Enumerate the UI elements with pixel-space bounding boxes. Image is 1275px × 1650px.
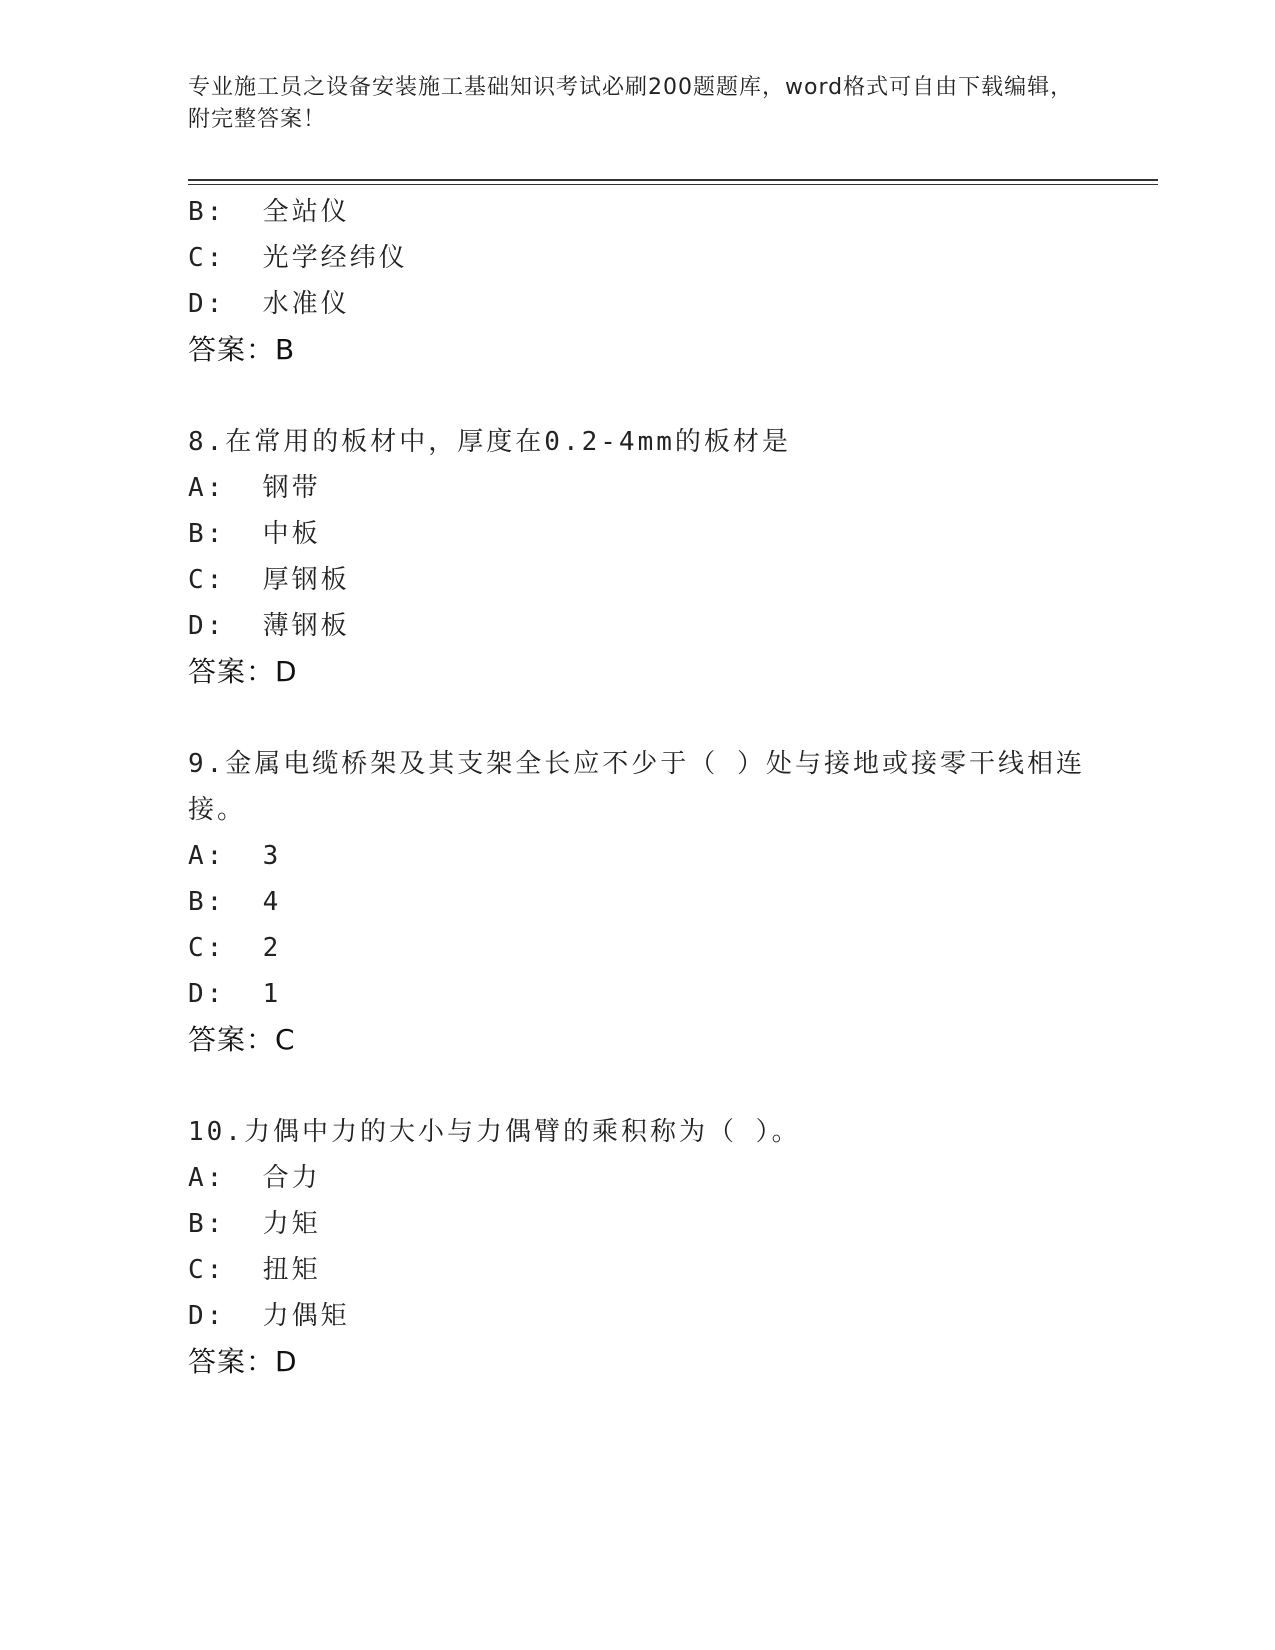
option-a: A: 3 <box>188 841 282 871</box>
option-d: D: 薄钢板 <box>188 611 350 641</box>
answer: 答案：D <box>188 655 298 688</box>
question-block-9 <box>188 741 1088 1063</box>
question-text: 8.在常用的板材中，厚度在0.2-4mm的板材是 <box>188 427 791 457</box>
option-a: A: 钢带 <box>188 473 321 503</box>
question-list <box>188 189 1088 1385</box>
question-text: 10.力偶中力的大小与力偶臂的乘积称为（ ）。 <box>188 1117 801 1147</box>
spacer <box>188 695 1088 741</box>
question-block-8 <box>188 419 1088 695</box>
question-text: 9.金属电缆桥架及其支架全长应不少于（ ）处与接地或接零干线相连接。 <box>188 749 1085 825</box>
option-b: B: 4 <box>188 887 282 917</box>
option-c: C: 扭矩 <box>188 1255 321 1285</box>
option-c: C: 厚钢板 <box>188 565 350 595</box>
option-b: B: 力矩 <box>188 1209 321 1239</box>
option-b: B: 中板 <box>188 519 321 549</box>
option-c: C: 光学经纬仪 <box>188 243 408 273</box>
spacer <box>188 373 1088 419</box>
answer: 答案：C <box>188 1023 296 1056</box>
question-block-partial <box>188 189 1088 373</box>
option-b: B: 全站仪 <box>188 197 350 227</box>
answer: 答案：D <box>188 1345 298 1378</box>
spacer <box>188 1063 1088 1109</box>
question-block-10 <box>188 1109 1088 1385</box>
header-divider-thin <box>188 184 1158 185</box>
option-a: A: 合力 <box>188 1163 321 1193</box>
answer: 答案：B <box>188 333 296 366</box>
option-d: D: 力偶矩 <box>188 1301 350 1331</box>
option-d: D: 水准仪 <box>188 289 350 319</box>
option-c: C: 2 <box>188 933 282 963</box>
header-divider-thick <box>188 179 1158 181</box>
option-d: D: 1 <box>188 979 282 1009</box>
document-header: 专业施工员之设备安装施工基础知识考试必刷200题题库，word格式可自由下载编辑，附完整答案！ <box>188 75 1074 132</box>
